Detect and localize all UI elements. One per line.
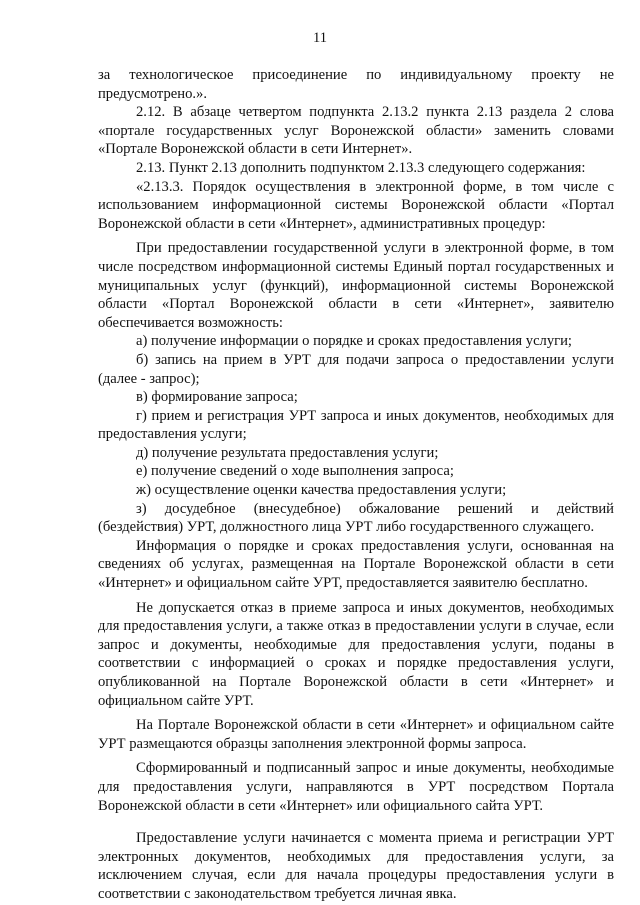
list-item-d: д) получение результата предоставления услуги; (136, 444, 439, 461)
list-item-g: г) прием и регистрация УРТ запроса и иных документов, необходимых для предоставления услуги; (98, 407, 614, 443)
paragraph-2-13-3: «2.13.3. Порядок осуществления в электронной форме, в том числе с использованием информационной системы Воронежской области «Портал Воронежской области в сети «Интернет», административных процедур: (98, 178, 614, 232)
paragraph-information: Информация о порядке и сроках предоставления услуги, основанная на сведениях об услугах, размещенная на Портале Воронежской области в сети «Интернет» и официальном сайте УРТ, предоставляется заявителю бесплатно. (98, 537, 614, 592)
paragraph-2-13: 2.13. Пункт 2.13 дополнить подпунктом 2.13.3 следующего содержания: (136, 159, 586, 176)
page-number: 11 (313, 30, 327, 46)
list-item-zh: ж) осуществление оценки качества предоставления услуги; (136, 482, 507, 499)
paragraph-service-start: Предоставление услуги начинается с момента приема и регистрации УРТ электронных документов, необходимых для предоставления услуги, за исключением случая, если для начала процедуры предоставления услуги в соответствии с законодательством требуется личная явка. (98, 830, 614, 902)
list-item-e: е) получение сведений о ходе выполнения запроса; (136, 463, 454, 480)
list-item-b: б) запись на прием в УРТ для подачи запроса о предоставлении услуги (далее - запрос); (98, 351, 614, 387)
paragraph-2-12: 2.12. В абзаце четвертом подпункта 2.13.2 пункта 2.13 раздела 2 слова «портале государственных услуг Воронежской области» заменить словами «Портале Воронежской области в сети Интернет». (98, 104, 614, 158)
paragraph-continuation: за технологическое присоединение по индивидуальному проекту не предусмотрено.». (98, 67, 614, 102)
paragraph-form-samples: На Портале Воронежской области в сети «Интернет» и официальном сайте УРТ размещаются образцы заполнения электронной формы запроса. (98, 717, 614, 752)
document-body (98, 66, 614, 904)
paragraph-submission: Сформированный и подписанный запрос и иные документы, необходимые для предоставления услуги, направляются в УРТ посредством Портала Воронежской области в сети «Интернет» или официального сайта УРТ. (98, 760, 614, 814)
list-item-v: в) формирование запроса; (136, 389, 298, 406)
list-item-z: з) досудебное (внесудебное) обжалование решений и действий (бездействия) УРТ, должностного лица УРТ либо государственного служащего. (98, 500, 614, 536)
paragraph-electronic-form: При предоставлении государственной услуги в электронной форме, в том числе посредством информационной системы Единый портал государственных и муниципальных услуг (функций), информационной системы Воронежской области «Портал Воронежской области в сети «Интернет», заявителю обеспечивается возможность: (98, 240, 614, 331)
list-item-a: а) получение информации о порядке и сроках предоставления услуги; (136, 333, 572, 350)
paragraph-no-refusal: Не допускается отказ в приеме запроса и иных документов, необходимых для предоставления услуги, а также отказ в предоставлении услуги в случае, если запрос и документы, необходимые для предоставления услуги, поданы в соответствии с информацией о сроках и порядке предоставления услуги, опубликованной на Портале Воронежской области в сети «Интернет» и официальном сайте УРТ. (98, 599, 614, 709)
